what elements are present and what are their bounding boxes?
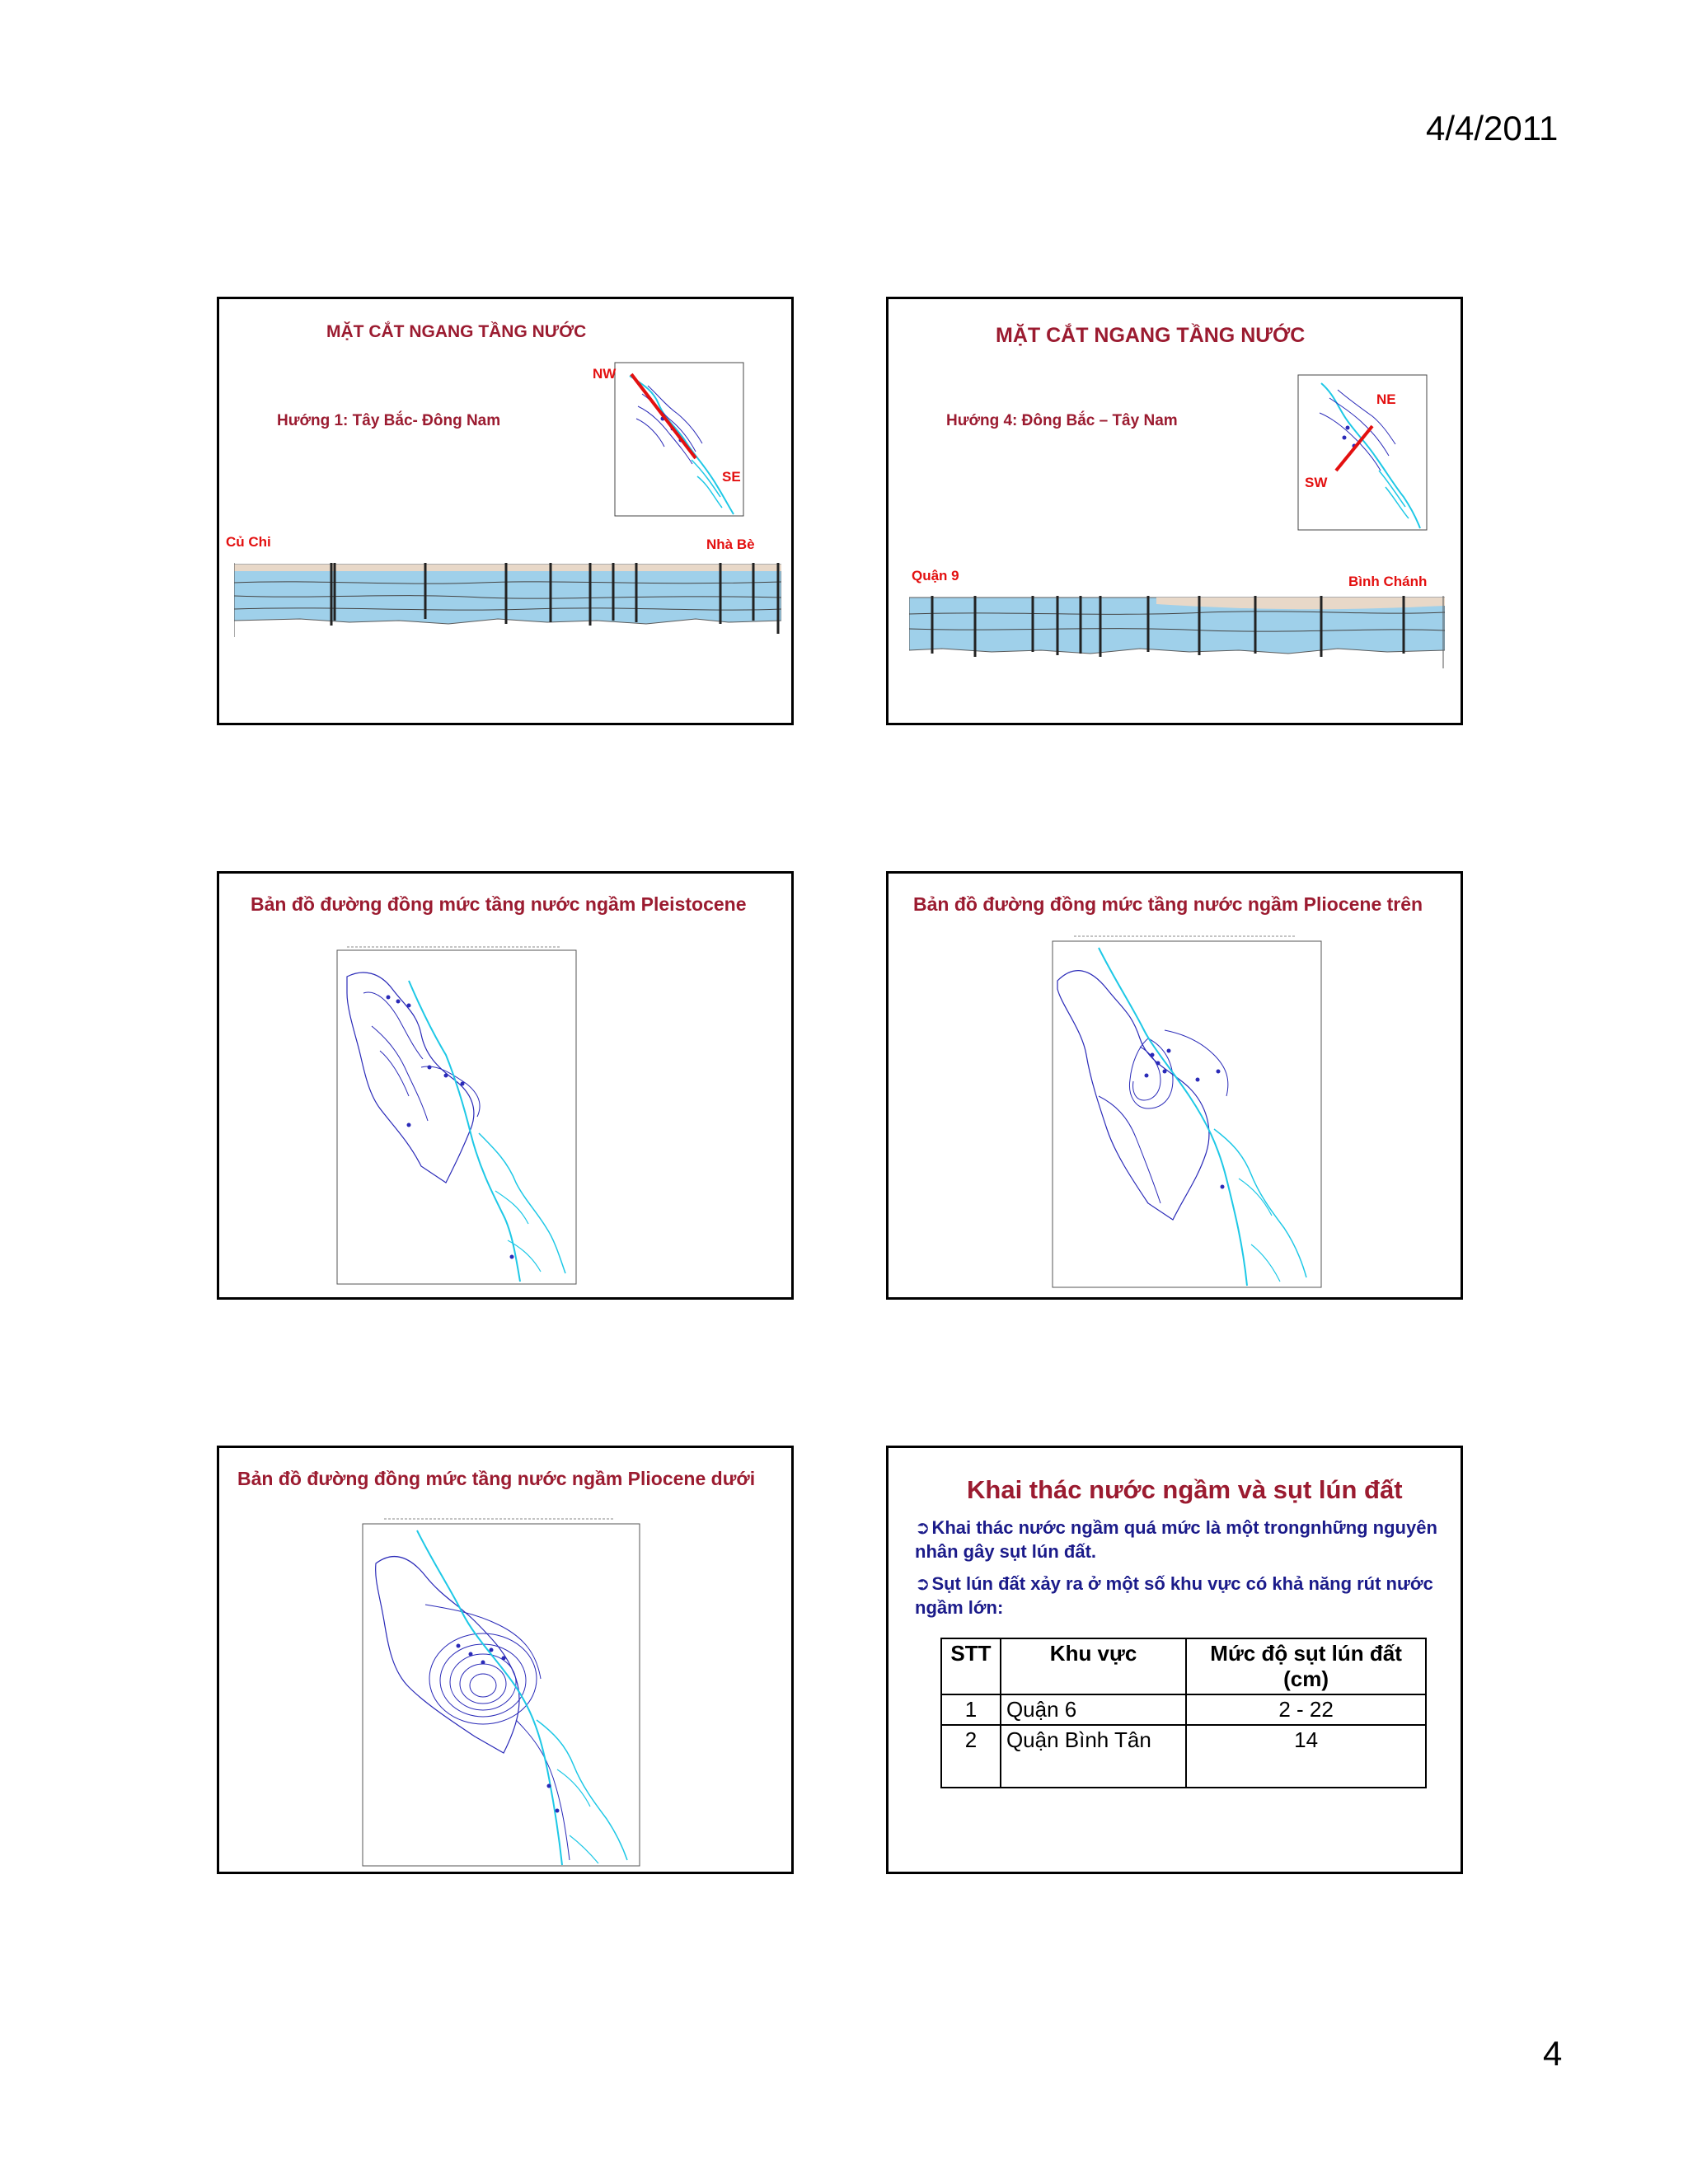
section-start-label: Củ Chi	[226, 534, 271, 550]
contour-map-image	[331, 944, 582, 1290]
slide-subtitle: Hướng 4: Đông Bắc – Tây Nam	[946, 412, 1178, 429]
slide-title: Bản đồ đường đồng mức tầng nước ngầm Pliocene dưới	[237, 1468, 756, 1489]
inset-map-image	[613, 361, 745, 518]
bullet-item	[915, 1516, 1442, 1563]
slide-title: Khai thác nước ngầm và sụt lún đất	[967, 1475, 1403, 1504]
page-date: 4/4/2011	[1426, 109, 1559, 148]
bullet-text: Sụt lún đất xảy ra ở một số khu vực có khả năng rút nước ngầm lớn:	[915, 1573, 1433, 1618]
slide-title: MẶT CẮT NGANG TẦNG NƯỚC	[996, 324, 1306, 347]
section-end-label: Bình Chánh	[1348, 574, 1428, 589]
page-number: 4	[1543, 2034, 1563, 2073]
slide-title: MẶT CẮT NGANG TẦNG NƯỚC	[326, 322, 587, 341]
direction-start-label: NW	[593, 366, 617, 382]
bullet-list	[915, 1516, 1442, 1628]
subsidence-table	[940, 1638, 1427, 1788]
table-row	[941, 1694, 1426, 1725]
table-row	[941, 1725, 1426, 1788]
table-cell: 14	[1186, 1725, 1426, 1788]
slide-groundwater-subsidence	[886, 1446, 1463, 1874]
table-cell: 2 - 22	[1186, 1694, 1426, 1725]
table-header-cell: STT	[941, 1638, 1001, 1694]
arrow-right-circle-icon: ➲	[915, 1517, 931, 1538]
direction-end-label: SE	[722, 469, 741, 485]
table-cell: Quận 6	[1001, 1694, 1186, 1725]
direction-start-label: NE	[1376, 391, 1396, 407]
contour-map-image	[359, 1514, 644, 1870]
slide-title: Bản đồ đường đồng mức tầng nước ngầm Pleistocene	[251, 893, 747, 915]
table-cell: 2	[941, 1725, 1001, 1788]
slide-cross-section-nw-se	[217, 297, 794, 725]
slide-contour-map-lower-pliocene	[217, 1446, 794, 1874]
slide-subtitle: Hướng 1: Tây Bắc- Đông Nam	[277, 412, 501, 429]
table-header-cell: Khu vực	[1001, 1638, 1186, 1694]
inset-map-image	[1296, 373, 1428, 532]
table-cell: Quận Bình Tân	[1001, 1725, 1186, 1788]
direction-end-label: SW	[1305, 475, 1328, 490]
table-header-cell: Mức độ sụt lún đất (cm)	[1186, 1638, 1426, 1694]
section-end-label: Nhà Bè	[706, 537, 755, 552]
section-start-label: Quận 9	[912, 568, 959, 583]
slide-contour-map-pleistocene	[217, 871, 794, 1300]
slide-contour-map-upper-pliocene	[886, 871, 1463, 1300]
table-header-row	[941, 1638, 1426, 1694]
slide-title: Bản đồ đường đồng mức tầng nước ngầm Pliocene trên	[913, 893, 1423, 915]
slide-cross-section-ne-sw	[886, 297, 1463, 725]
bullet-text: Khai thác nước ngầm quá mức là một trongnhững nguyên nhân gây sụt lún đất.	[915, 1517, 1437, 1562]
cross-section-image	[234, 555, 781, 637]
table-cell: 1	[941, 1694, 1001, 1725]
bullet-item	[915, 1572, 1442, 1619]
arrow-right-circle-icon: ➲	[915, 1573, 931, 1594]
cross-section-image	[909, 588, 1445, 670]
contour-map-image	[1049, 931, 1325, 1294]
